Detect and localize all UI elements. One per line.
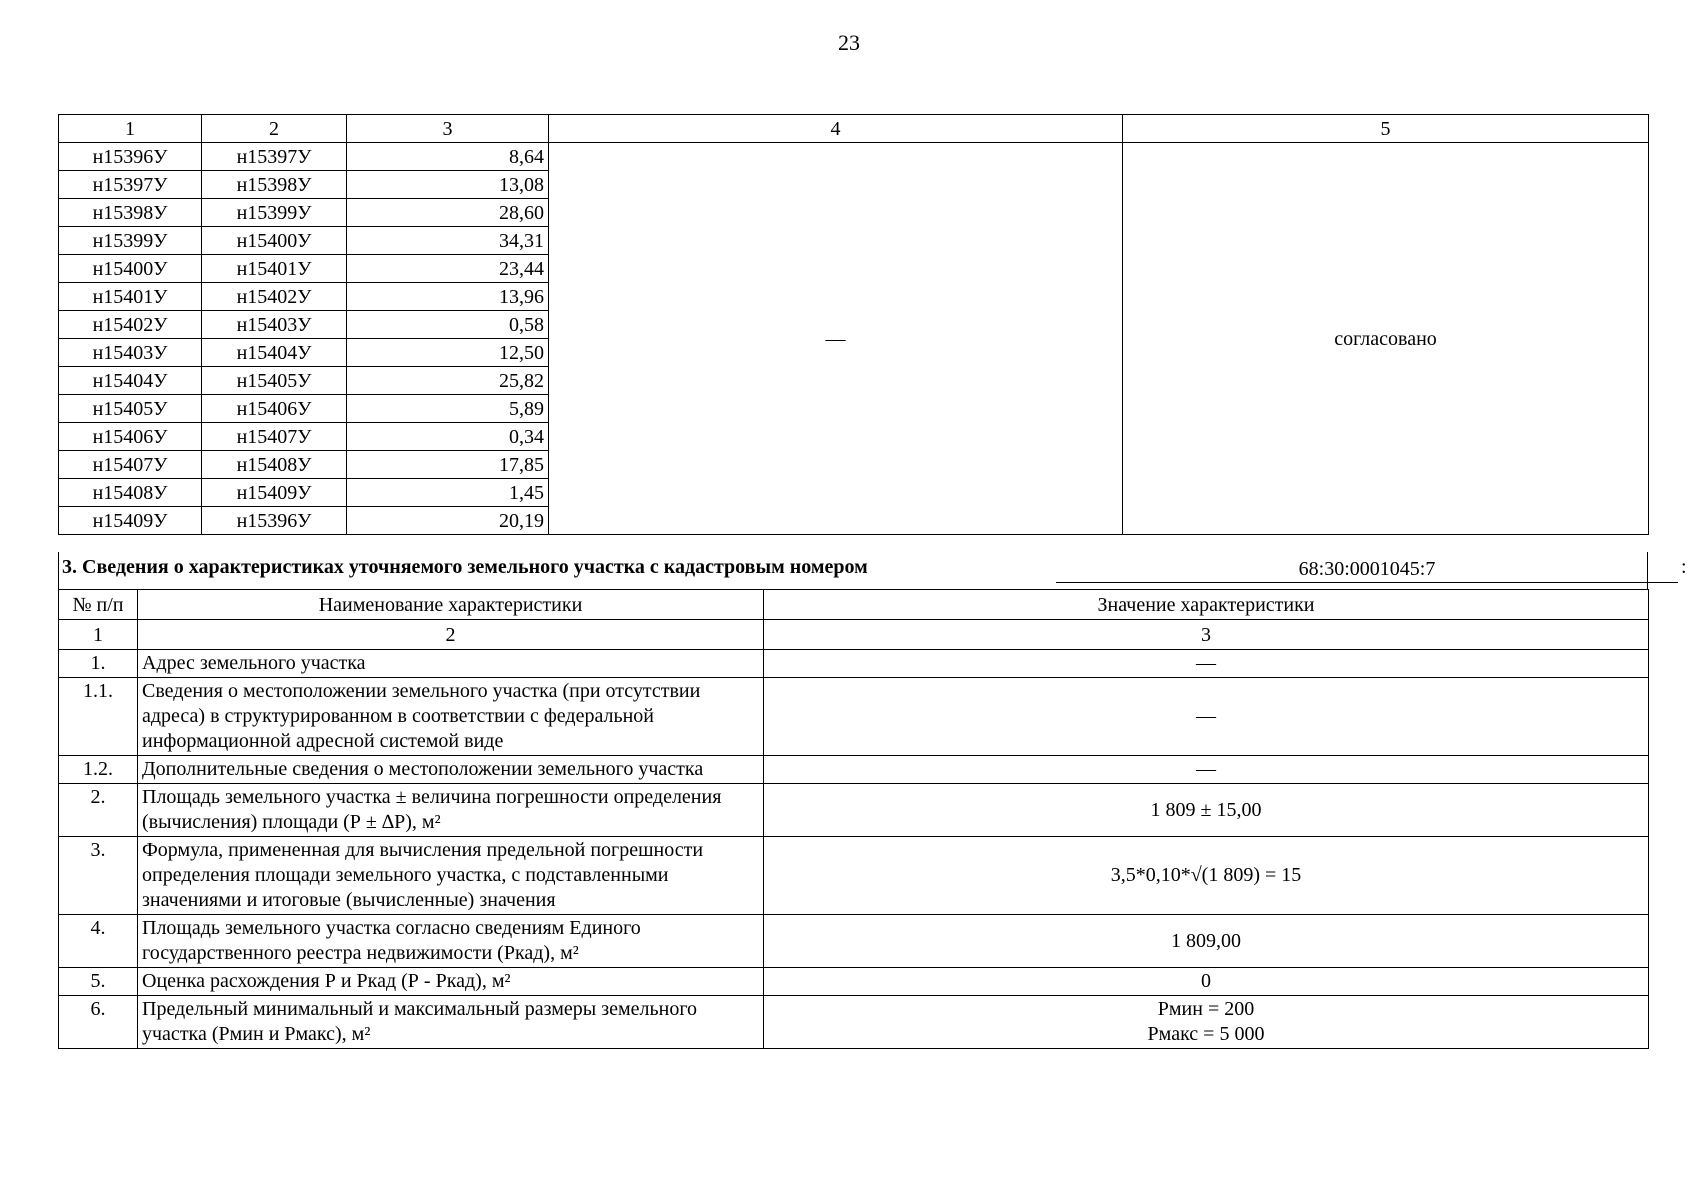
- table-row: [59, 915, 1649, 968]
- distance: 20,19: [347, 507, 549, 535]
- section-title: 3. Сведения о характеристиках уточняемого земельного участка с кадастровым номером: [62, 556, 868, 578]
- point-to: н15405У: [202, 367, 347, 395]
- point-to: н15400У: [202, 227, 347, 255]
- point-from: н15404У: [59, 367, 202, 395]
- point-to: н15409У: [202, 479, 347, 507]
- characteristic-name: Площадь земельного участка ± величина погрешности определения (вычисления) площади (Р ± ∆Р), м²: [138, 784, 764, 837]
- point-to: н15404У: [202, 339, 347, 367]
- row-number: 1.2.: [59, 756, 138, 784]
- point-to: н15407У: [202, 423, 347, 451]
- column-number: 3: [764, 620, 1649, 650]
- characteristic-name: Формула, примененная для вычисления предельной погрешности определения площади земельного участка, с подставленными значениями и итоговые (вычисленные) значения: [138, 837, 764, 915]
- characteristics-table: [58, 589, 1649, 1049]
- point-from: н15406У: [59, 423, 202, 451]
- distance: 1,45: [347, 479, 549, 507]
- characteristic-value: 0: [764, 968, 1649, 996]
- table-row: [59, 756, 1649, 784]
- table-row: [59, 784, 1649, 837]
- boundary-parts-table: [58, 114, 1649, 535]
- row-number: 6.: [59, 996, 138, 1049]
- column-number-row: [59, 620, 1649, 650]
- max-size-value: Рмакс = 5 000: [1147, 1023, 1265, 1045]
- point-to: н15401У: [202, 255, 347, 283]
- distance: 13,96: [347, 283, 549, 311]
- point-from: н15403У: [59, 339, 202, 367]
- header-cell: 2: [202, 115, 347, 143]
- point-from: н15401У: [59, 283, 202, 311]
- distance: 12,50: [347, 339, 549, 367]
- point-from: н15399У: [59, 227, 202, 255]
- cadastral-number: 68:30:0001045:7: [1056, 556, 1678, 583]
- table-row: [59, 968, 1649, 996]
- distance: 0,34: [347, 423, 549, 451]
- characteristic-name: Оценка расхождения Р и Ркад (Р - Ркад), м²: [138, 968, 764, 996]
- characteristic-value: —: [764, 650, 1649, 678]
- distance: 34,31: [347, 227, 549, 255]
- table-header-row: [59, 590, 1649, 620]
- characteristic-value: 1 809 ± 15,00: [764, 784, 1649, 837]
- row-number: 5.: [59, 968, 138, 996]
- point-from: н15396У: [59, 143, 202, 171]
- table-row: [59, 996, 1649, 1049]
- point-from: н15408У: [59, 479, 202, 507]
- row-number: 1.1.: [59, 678, 138, 756]
- point-from: н15402У: [59, 311, 202, 339]
- distance: 25,82: [347, 367, 549, 395]
- header-cell: 5: [1123, 115, 1649, 143]
- min-size-value: Рмин = 200: [1157, 998, 1255, 1020]
- characteristic-name: Сведения о местоположении земельного участка (при отсутствии адреса) в структурированном в соответствии с федеральной информационной адресной системой виде: [138, 678, 764, 756]
- row-number: 4.: [59, 915, 138, 968]
- page-number: 23: [838, 30, 860, 55]
- header-cell: 1: [59, 115, 202, 143]
- header-cell: № п/п: [59, 590, 138, 620]
- distance: 23,44: [347, 255, 549, 283]
- row-number: 3.: [59, 837, 138, 915]
- characteristic-name: Адрес земельного участка: [138, 650, 764, 678]
- table-row: [59, 650, 1649, 678]
- header-cell: 4: [549, 115, 1123, 143]
- point-from: н15405У: [59, 395, 202, 423]
- point-from: н15400У: [59, 255, 202, 283]
- characteristic-value: 1 809,00: [764, 915, 1649, 968]
- header-cell: Наименование характеристики: [138, 590, 764, 620]
- distance: 5,89: [347, 395, 549, 423]
- characteristic-value: 3,5*0,10*√(1 809) = 15: [764, 837, 1649, 915]
- point-from: н15407У: [59, 451, 202, 479]
- table-header-row: [59, 115, 1649, 143]
- characteristic-value: —: [764, 678, 1649, 756]
- point-to: н15406У: [202, 395, 347, 423]
- point-to: н15396У: [202, 507, 347, 535]
- distance: 28,60: [347, 199, 549, 227]
- point-from: н15398У: [59, 199, 202, 227]
- row-number: 2.: [59, 784, 138, 837]
- characteristic-name: Предельный минимальный и максимальный размеры земельного участка (Рмин и Рмакс), м²: [138, 996, 764, 1049]
- point-from: н15409У: [59, 507, 202, 535]
- point-to: н15397У: [202, 143, 347, 171]
- header-cell: Значение характеристики: [764, 590, 1649, 620]
- column-number: 2: [138, 620, 764, 650]
- distance: 0,58: [347, 311, 549, 339]
- distance: 17,85: [347, 451, 549, 479]
- col4-merged-cell: —: [549, 143, 1123, 535]
- point-to: н15399У: [202, 199, 347, 227]
- section-3-header: [58, 552, 1687, 589]
- header-cell: 3: [347, 115, 549, 143]
- table-row: [59, 837, 1649, 915]
- table-row: [59, 143, 1649, 171]
- row-number: 1.: [59, 650, 138, 678]
- characteristic-value-cell: [764, 996, 1649, 1049]
- point-to: н15408У: [202, 451, 347, 479]
- approval-status: согласовано: [1123, 143, 1649, 535]
- characteristic-value: —: [764, 756, 1649, 784]
- characteristic-name: Площадь земельного участка согласно сведениям Единого государственного реестра недвижимости (Ркад), м²: [138, 915, 764, 968]
- table-row: [59, 678, 1649, 756]
- point-to: н15403У: [202, 311, 347, 339]
- column-number: 1: [59, 620, 138, 650]
- point-to: н15398У: [202, 171, 347, 199]
- distance: 13,08: [347, 171, 549, 199]
- characteristic-name: Дополнительные сведения о местоположении земельного участка: [138, 756, 764, 784]
- point-from: н15397У: [59, 171, 202, 199]
- distance: 8,64: [347, 143, 549, 171]
- point-to: н15402У: [202, 283, 347, 311]
- section-colon: :: [1681, 556, 1687, 578]
